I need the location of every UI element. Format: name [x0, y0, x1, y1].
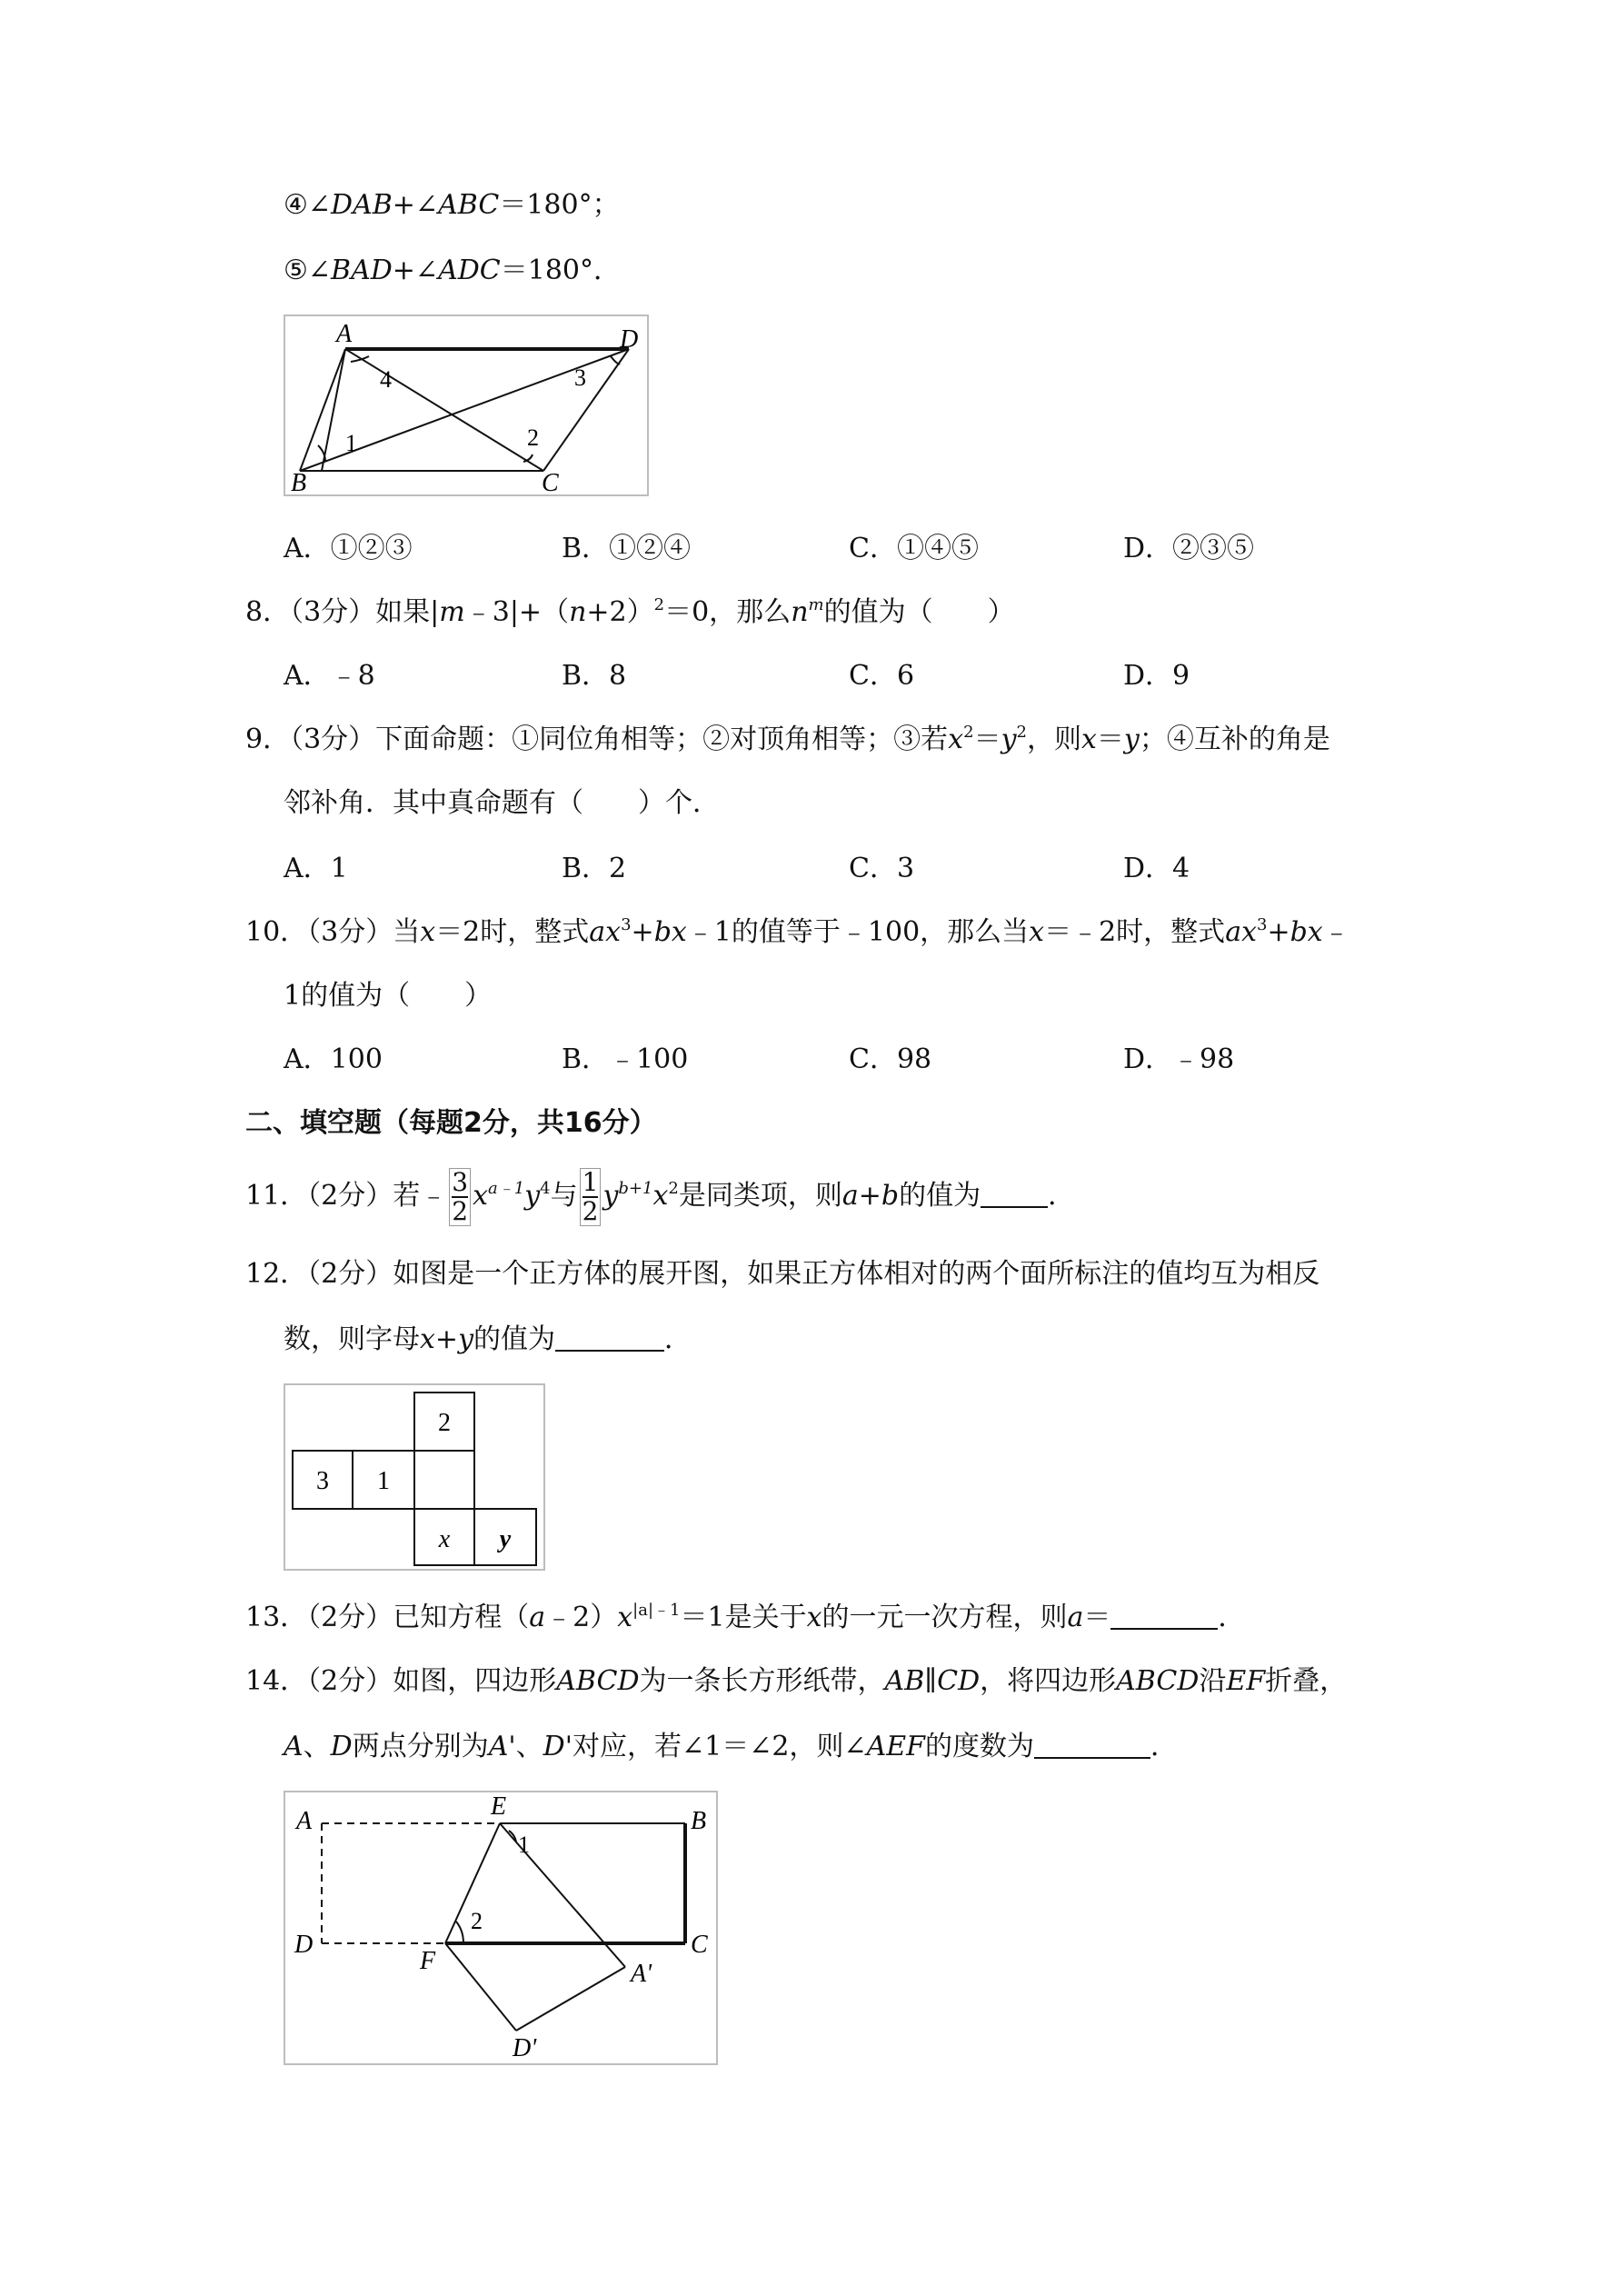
q7-option-a: A．①②③: [284, 533, 413, 564]
q10-option-b: B．﹣100: [562, 1043, 689, 1075]
q9-option-d: D．4: [1123, 853, 1190, 884]
cell-3: 3: [316, 1467, 329, 1495]
q8-option-d: D．9: [1123, 660, 1190, 692]
q12-stem-line2: 数，则字母x+y的值为 ．: [284, 1323, 692, 1355]
cell-x: x: [438, 1525, 451, 1553]
q8-stem: 8．（3分）如果$|m﹣3|+(n+2)^2=0$，那么$n^m$的值为（ ）: [245, 595, 1015, 628]
cell-1: 1: [377, 1467, 390, 1495]
q10-option-a: A．100: [284, 1043, 383, 1075]
q7-option-b: B．①②④: [562, 533, 692, 564]
q11-stem: 11．（2分）若﹣ $\frac{3}{2}$ $x^{a﹣1}y^4$与 $\frac{1}{2}$ $y^{b+1}x^2$是同类项，则a+b的值为 ．: [245, 1167, 1076, 1226]
q9-option-b: B．2: [562, 853, 627, 884]
label-4: 4: [380, 366, 392, 393]
fraction-3-over-2: $\frac{3}{2}$: [449, 1168, 471, 1226]
cell-y: y: [499, 1525, 512, 1553]
q7-item-5: ⑤∠BAD+∠ADC＝180°．: [284, 255, 622, 286]
label-3: 3: [574, 364, 586, 391]
q12-answer-blank[interactable]: [555, 1326, 664, 1352]
label-A: A: [296, 1807, 313, 1835]
q10-stem-line2: 1的值为（ ）: [284, 980, 493, 1012]
label-E: E: [491, 1792, 507, 1821]
q13-stem: 13．（2分）已知方程$(a﹣2)x^{|a|﹣1}=1$是关于x的一元一次方程，则a＝ ．: [245, 1601, 1246, 1633]
q13-answer-blank[interactable]: [1110, 1604, 1218, 1630]
q14-answer-blank[interactable]: [1034, 1733, 1150, 1759]
label-1: 1: [518, 1832, 530, 1858]
q8-option-c: C．6: [849, 660, 915, 692]
label-A: A: [336, 320, 353, 348]
q9-stem-line2: 邻补角．其中真命题有（ ）个．: [284, 787, 720, 819]
q12-cube-net-figure: [284, 1383, 545, 1571]
q11-answer-blank[interactable]: [981, 1183, 1048, 1208]
label-F: F: [420, 1947, 436, 1975]
fraction-1-over-2: $\frac{1}{2}$: [580, 1168, 602, 1226]
label-C: C: [542, 469, 559, 494]
q14-stem-line1: 14．（2分）如图，四边形ABCD为一条长方形纸带，AB∥CD，将四边形ABCD沿EF折叠，: [245, 1665, 1348, 1697]
q10-option-c: C．98: [849, 1043, 932, 1075]
q8-option-a: A．﹣8: [284, 660, 375, 692]
label-2: 2: [471, 1908, 483, 1934]
q7-item-4: ④∠DAB+∠ABC＝180°；: [284, 189, 620, 221]
q10-stem-line1: 10．（3分）当x＝2时，整式$ax^3+bx﹣1$的值等于﹣100，那么当x＝﹣2时，整式$ax^3+bx﹣$: [245, 915, 1350, 948]
q14-folded-strip-figure: [284, 1791, 718, 2065]
label-D-prime: D': [513, 2034, 537, 2062]
q7-option-d: D．②③⑤: [1123, 533, 1255, 564]
q7-option-c: C．①④⑤: [849, 533, 979, 564]
label-C: C: [691, 1931, 708, 1959]
section-fill-in-title: 二、填空题（每题2分，共16分）: [245, 1107, 657, 1139]
label-D: D: [620, 325, 639, 354]
label-2: 2: [527, 424, 539, 451]
q9-stem-line1: 9．（3分）下面命题：①同位角相等；②对顶角相等；③若$x^2=y^2$，则x＝y；④互补的角是: [245, 723, 1330, 755]
label-1: 1: [345, 430, 357, 456]
cell-2: 2: [438, 1409, 451, 1437]
q14-stem-line2: A、D两点分别为A'、D'对应，若∠1＝∠2，则∠AEF的度数为 ．: [284, 1731, 1178, 1762]
q7-parallelogram-figure: [284, 314, 649, 496]
q10-option-d: D．﹣98: [1123, 1043, 1235, 1075]
q9-option-c: C．3: [849, 853, 915, 884]
label-A-prime: A': [631, 1960, 652, 1988]
q12-stem-line1: 12．（2分）如图是一个正方体的展开图，如果正方体相对的两个面所标注的值均互为相反: [245, 1258, 1320, 1290]
label-B: B: [691, 1807, 707, 1835]
label-B: B: [291, 469, 307, 494]
q9-option-a: A．1: [284, 853, 348, 884]
q8-option-b: B．8: [562, 660, 627, 692]
label-D: D: [294, 1931, 314, 1959]
